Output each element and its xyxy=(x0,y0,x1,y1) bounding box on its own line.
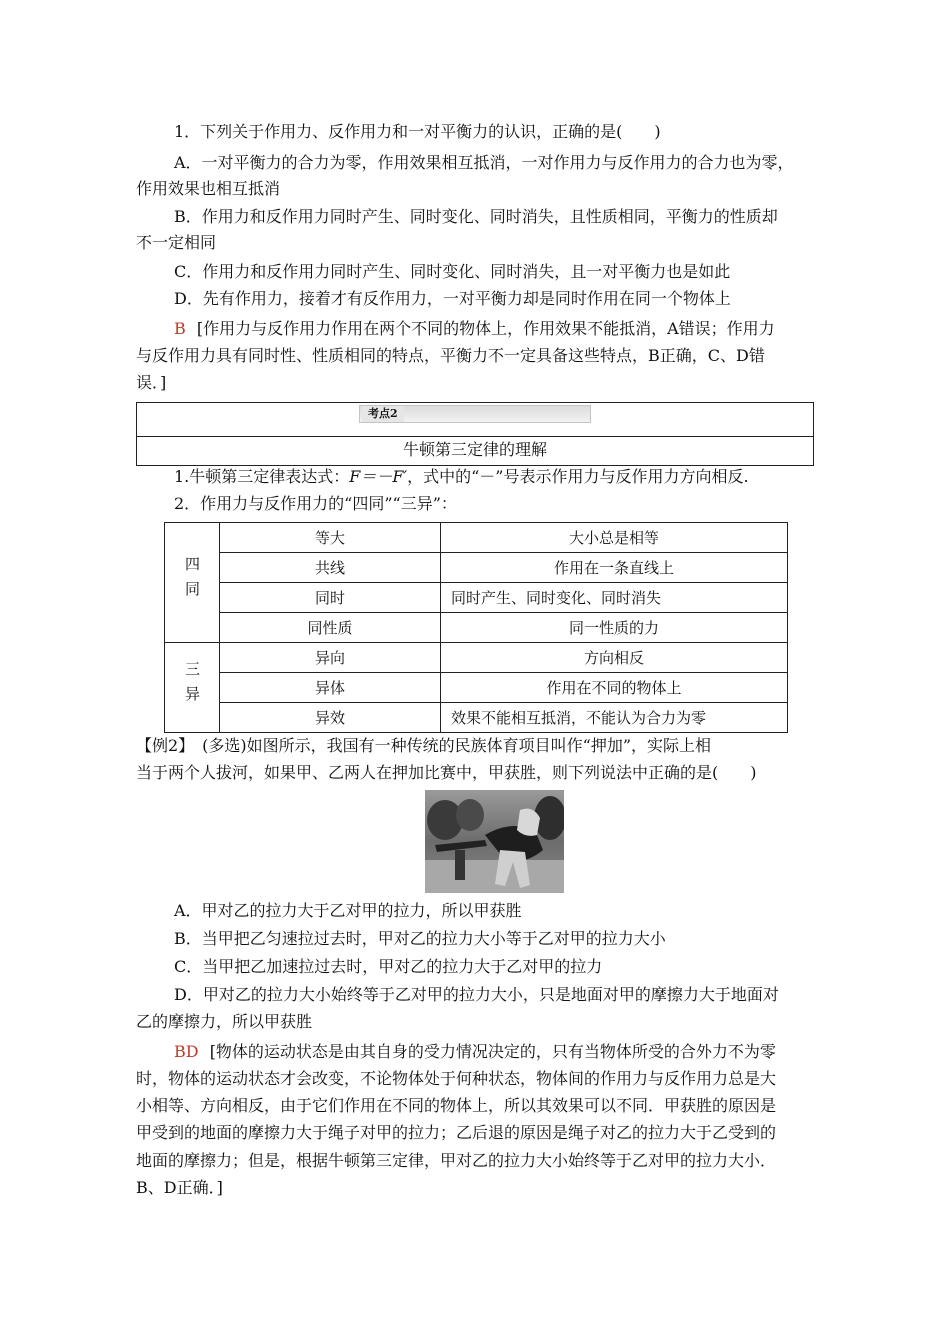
kaodian-tag: 考点2 xyxy=(362,406,404,422)
kaodian-box xyxy=(136,402,814,466)
ex2-explanation-line6: B、D正确．] xyxy=(136,1178,223,1197)
q1-stem: 1．下列关于作用力、反作用力和一对平衡力的认识，正确的是( ) xyxy=(174,122,661,141)
q1-explanation-line2: 与反作用力具有同时性、性质相同的特点，平衡力不一定具备这些特点，B正确，C、D错 xyxy=(136,346,765,365)
table-row: 同时 同时产生、同时变化、同时消失 xyxy=(165,583,788,613)
q1-explanation-line3: 误．] xyxy=(136,373,167,392)
table-row: 共线 作用在一条直线上 xyxy=(165,553,788,583)
comparison-table xyxy=(164,522,788,733)
ex2-option-d-cont: 乙的摩擦力，所以甲获胜 xyxy=(136,1012,313,1031)
ex2-explanation-line4: 甲受到的地面的摩擦力大于绳子对甲的拉力；乙后退的原因是绳子对乙的拉力大于乙受到的 xyxy=(136,1123,777,1142)
kaodian-tab xyxy=(359,405,591,423)
ex2-stem: 【例2】 (多选)如图所示，我国有一种传统的民族体育项目叫作“押加”，实际上相 xyxy=(136,736,712,755)
table-row: 异体 作用在不同的物体上 xyxy=(165,673,788,703)
group-three-diff-label: 三异 xyxy=(183,660,201,711)
q1-option-a: A．一对平衡力的合力为零，作用效果相互抵消，一对作用力与反作用力的合力也为零， xyxy=(174,153,794,172)
table-row: 同性质 同一性质的力 xyxy=(165,613,788,643)
q1-option-a-cont: 作用效果也相互抵消 xyxy=(136,179,281,198)
point-1: 1.牛顿第三定律表达式：F＝－F′，式中的“－”号表示作用力与反作用力方向相反. xyxy=(174,467,749,486)
ex2-option-c: C．当甲把乙加速拉过去时，甲对乙的拉力大于乙对甲的拉力 xyxy=(174,957,603,976)
table-row: 三异 异向 方向相反 xyxy=(165,643,788,673)
q1-option-d: D．先有作用力，接着才有反作用力，一对平衡力却是同时作用在同一个物体上 xyxy=(174,289,731,308)
ex2-explanation-line2: 时，物体的运动状态才会改变，不论物体处于何种状态，物体间的作用力与反作用力总是大 xyxy=(136,1069,777,1088)
ex2-option-d: D．甲对乙的拉力大小始终等于乙对甲的拉力大小，只是地面对甲的摩擦力大于地面对 xyxy=(174,985,779,1004)
q1-option-c: C．作用力和反作用力同时产生、同时变化、同时消失，且一对平衡力也是如此 xyxy=(174,262,731,281)
q1-option-b: B．作用力和反作用力同时产生、同时变化、同时消失，且性质相同，平衡力的性质却 xyxy=(174,207,778,226)
ex2-explanation: BD [物体的运动状态是由其自身的受力情况决定的，只有当物体所受的合外力不为零 xyxy=(174,1042,776,1061)
q1-explanation: B [作用力与反作用力作用在两个不同的物体上，作用效果不能抵消，A错误；作用力 xyxy=(174,319,775,338)
q1-option-b-cont: 不一定相同 xyxy=(136,233,217,252)
kaodian-title: 牛顿第三定律的理解 xyxy=(402,440,547,459)
point-2: 2．作用力与反作用力的“四同”“三异”： xyxy=(174,494,457,513)
group-three-diff xyxy=(165,643,220,733)
ex2-option-b: B．当甲把乙匀速拉过去时，甲对乙的拉力大小等于乙对甲的拉力大小 xyxy=(174,929,666,948)
table-row: 四同 等大 大小总是相等 xyxy=(165,523,788,553)
formula: F＝－F′ xyxy=(349,467,408,486)
group-four-same xyxy=(165,523,220,643)
ex2-answer: BD xyxy=(174,1042,199,1061)
ex2-explanation-line3: 小相等、方向相反，由于它们作用在不同的物体上，所以其效果可以不同．甲获胜的原因是 xyxy=(136,1096,777,1115)
ex2-option-a: A．甲对乙的拉力大于乙对甲的拉力，所以甲获胜 xyxy=(174,901,522,920)
ex2-explanation-line5: 地面的摩擦力；但是，根据牛顿第三定律，甲对乙的拉力大小始终等于乙对甲的拉力大小． xyxy=(136,1151,777,1170)
table-row: 异效 效果不能相互抵消，不能认为合力为零 xyxy=(165,703,788,733)
q1-answer: B xyxy=(174,319,186,338)
yajia-photo xyxy=(425,790,564,893)
group-four-same-label: 四同 xyxy=(183,555,201,606)
ex2-stem-cont: 当于两个人拔河，如果甲、乙两人在押加比赛中，甲获胜，则下列说法中正确的是( ) xyxy=(136,763,757,782)
